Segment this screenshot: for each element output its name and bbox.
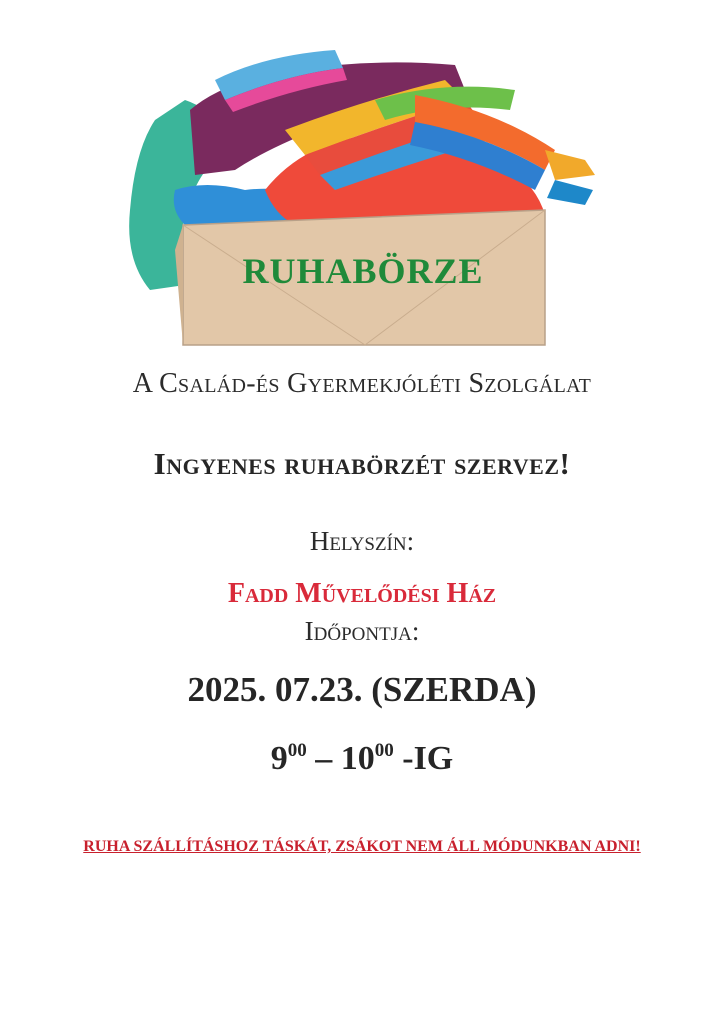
organizer-text: A Család-és Gyermekjóléti Szolgálat	[132, 368, 592, 399]
location-label: Helyszín:	[309, 526, 415, 556]
box-label: RUHABÖRZE	[242, 251, 484, 291]
start-hour: 9	[270, 740, 288, 777]
headline: Ingyenes ruhabörzét szervez!	[153, 446, 571, 481]
end-hour: 10	[340, 740, 375, 777]
event-date: 2025. 07.23. (SZERDA)	[187, 670, 537, 709]
hours-suffix: -IG	[393, 740, 454, 777]
hours-separator: –	[306, 740, 341, 777]
end-minutes: 00	[374, 740, 394, 761]
clothes-box-illustration	[115, 40, 615, 355]
time-label: Időpontja:	[304, 616, 420, 646]
event-hours	[0, 740, 724, 778]
bag-notice: RUHA SZÁLLÍTÁSHOZ TÁSKÁT, ZSÁKOT NEM ÁLL MÓDUNKBAN ADNI!	[83, 838, 641, 855]
location-value: Fadd Művelődési Ház	[227, 578, 497, 609]
start-minutes: 00	[287, 740, 307, 761]
